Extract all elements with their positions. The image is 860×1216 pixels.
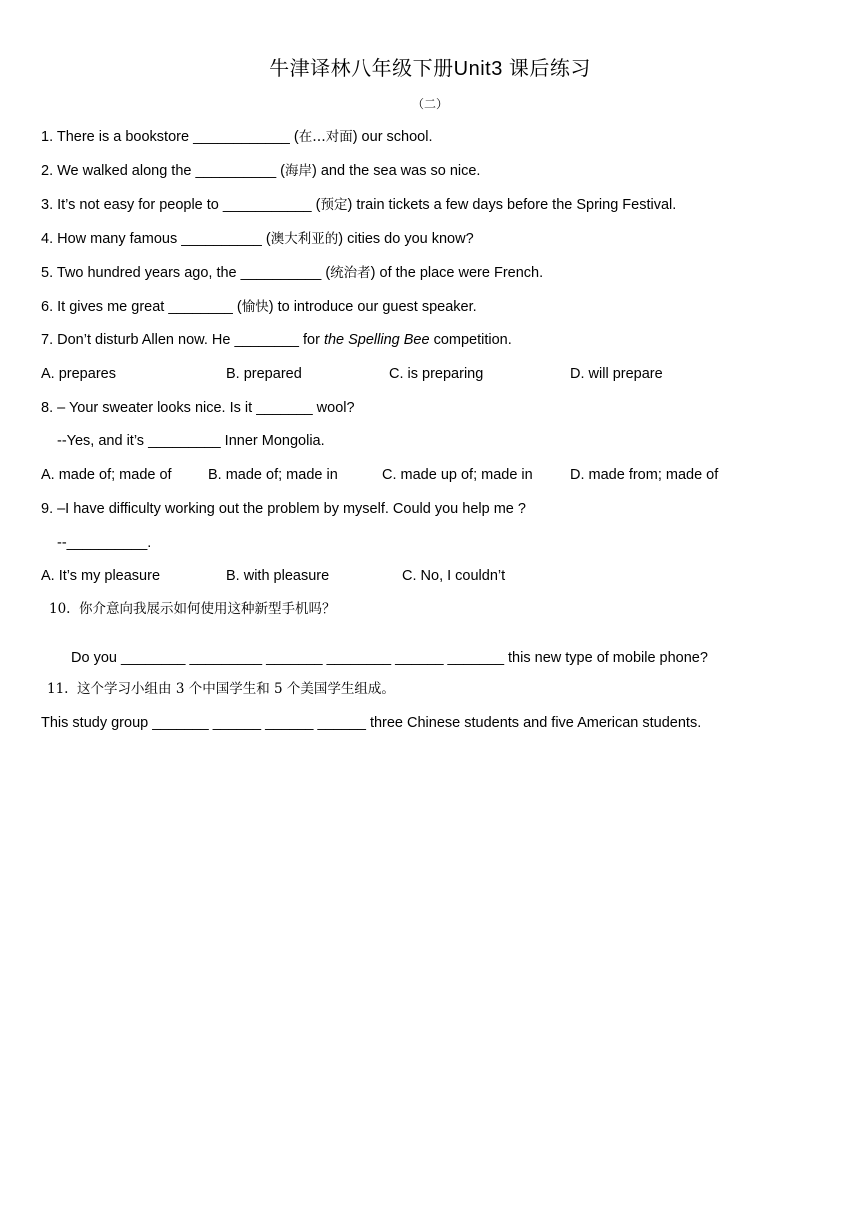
question-9-option-c: C. No, I couldn’t xyxy=(402,568,506,584)
question-9-option-a: A. It’s my pleasure xyxy=(41,568,161,584)
question-8-option-d: D. made from; made of xyxy=(570,467,719,483)
question-5-hint: 统治者 xyxy=(330,265,371,281)
question-1-text: 1. There is a bookstore ____________ ( xyxy=(41,129,299,145)
question-5 xyxy=(41,264,543,282)
question-8-line-1: 8. – Your sweater looks nice. Is it _______ wool? xyxy=(41,400,355,416)
question-2 xyxy=(41,162,480,180)
question-9-line-2: --__________. xyxy=(57,535,152,551)
question-6-hint: 愉快 xyxy=(241,299,269,315)
question-1-text-end: ) our school. xyxy=(352,129,433,145)
question-3-text-end: ) train tickets a few days before the Spring Festival. xyxy=(347,197,677,213)
question-2-text-end: ) and the sea was so nice. xyxy=(312,163,481,179)
question-4-text: 4. How many famous __________ ( xyxy=(41,231,271,247)
question-2-hint: 海岸 xyxy=(285,163,312,179)
question-7-option-a: A. prepares xyxy=(41,366,116,382)
question-8-line-2: --Yes, and it’s _________ Inner Mongolia. xyxy=(57,433,325,449)
question-6 xyxy=(41,298,477,316)
question-1 xyxy=(41,128,433,146)
question-7 xyxy=(41,331,512,349)
question-7-text-end: competition. xyxy=(429,332,512,348)
question-5-text: 5. Two hundred years ago, the __________ ( xyxy=(41,265,331,281)
question-5-text-end: ) of the place were French. xyxy=(370,265,544,281)
question-7-option-c: C. is preparing xyxy=(389,366,484,382)
question-4 xyxy=(41,230,474,248)
page-title: 牛津译林八年级下册Unit3 课后练习 xyxy=(269,58,591,80)
question-7-option-b: B. prepared xyxy=(226,366,302,382)
question-10-english: Do you ________ _________ _______ ________ ______ _______ this new type of mobile phone? xyxy=(71,650,708,666)
question-8-option-c: C. made up of; made in xyxy=(382,467,533,483)
question-8-option-b: B. made of; made in xyxy=(208,467,338,483)
question-3-text: 3. It’s not easy for people to ___________ ( xyxy=(41,197,321,213)
question-7-text: 7. Don’t disturb Allen now. He ________ for xyxy=(41,332,324,348)
question-9-option-b: B. with pleasure xyxy=(226,568,330,584)
question-7-option-d: D. will prepare xyxy=(570,366,663,382)
page-subtitle: （二） xyxy=(411,97,448,111)
question-8-option-a: A. made of; made of xyxy=(41,467,172,483)
question-3 xyxy=(41,196,676,214)
question-2-text: 2. We walked along the __________ ( xyxy=(41,163,285,179)
question-7-emphasis: the Spelling Bee xyxy=(323,332,430,348)
question-6-text-end: ) to introduce our guest speaker. xyxy=(268,299,477,315)
question-11-english: This study group _______ ______ ______ ______ three Chinese students and five American students. xyxy=(41,715,702,731)
question-6-text: 6. It gives me great ________ ( xyxy=(41,299,242,315)
question-1-hint: 在…对面 xyxy=(298,129,353,145)
question-11-chinese: 11. 这个学习小组由 3 个中国学生和 5 个美国学生组成。 xyxy=(47,681,395,697)
question-9-line-1: 9. –I have difficulty working out the problem by myself. Could you help me ? xyxy=(41,501,526,517)
question-4-hint: 澳大利亚的 xyxy=(270,231,339,247)
question-4-text-end: ) cities do you know? xyxy=(338,231,474,247)
question-3-hint: 预定 xyxy=(320,197,348,213)
question-10-chinese: 10. 你介意向我展示如何使用这种新型手机吗？ xyxy=(49,601,336,617)
